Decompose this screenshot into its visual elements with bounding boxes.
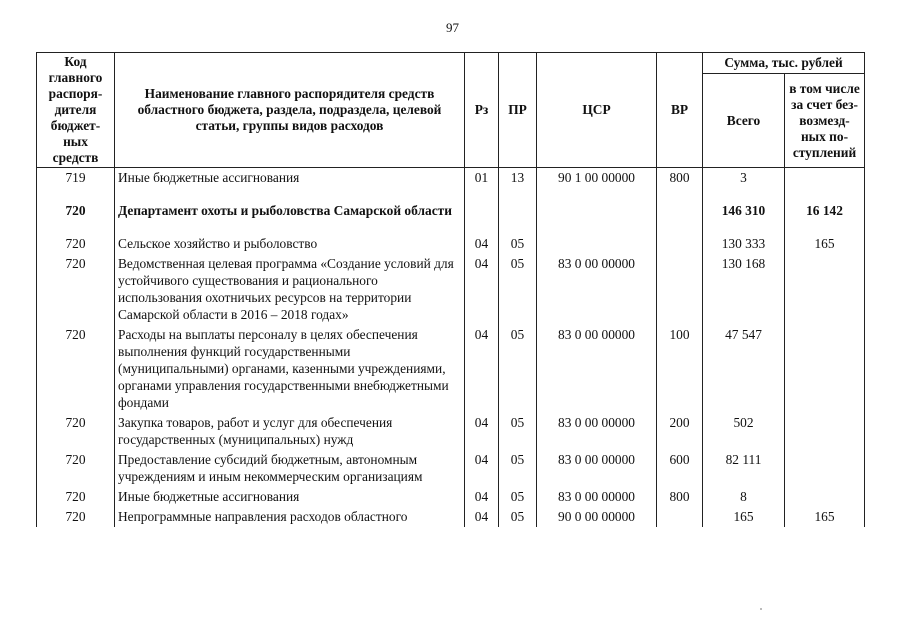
cell-code: 719: [37, 168, 115, 189]
cell-csr: 83 0 00 00000: [537, 325, 657, 413]
cell-total: 165: [703, 507, 785, 527]
cell-pr: [499, 201, 537, 221]
cell-name: Непрограммные направления расходов областного: [115, 507, 465, 527]
cell-subsidies: 165: [785, 507, 865, 527]
scan-dot: [760, 608, 762, 610]
cell-rz: 04: [465, 507, 499, 527]
cell-subsidies: [785, 413, 865, 450]
row-spacer: [37, 221, 865, 234]
cell-pr: 05: [499, 254, 537, 325]
cell-csr: 83 0 00 00000: [537, 413, 657, 450]
table-row: [37, 450, 865, 487]
cell-vr: 100: [657, 325, 703, 413]
cell-total: 82 111: [703, 450, 785, 487]
cell-subsidies: [785, 168, 865, 189]
table-row: [37, 201, 865, 221]
cell-pr: 05: [499, 450, 537, 487]
header-csr: ЦСР: [537, 53, 657, 168]
budget-table: [36, 52, 865, 527]
cell-total: 130 333: [703, 234, 785, 254]
cell-subsidies: [785, 450, 865, 487]
cell-rz: 04: [465, 254, 499, 325]
cell-rz: 04: [465, 413, 499, 450]
header-total: Всего: [703, 74, 785, 168]
cell-vr: [657, 507, 703, 527]
cell-name: Расходы на выплаты персоналу в целях обеспечения выполнения функций государственными (муниципальными) органами, казенными учреждениями, органами управления государственными внебюджетными фондами: [115, 325, 465, 413]
cell-pr: 05: [499, 507, 537, 527]
cell-pr: 05: [499, 413, 537, 450]
cell-name: Департамент охоты и рыболовства Самарской области: [115, 201, 465, 221]
cell-name: Предоставление субсидий бюджетным, автономным учреждениям и иным некоммерческим организациям: [115, 450, 465, 487]
table-row: [37, 413, 865, 450]
table-row: [37, 254, 865, 325]
header-subsidies: в том числе за счет без-возмезд-ных по-ступлений: [785, 74, 865, 168]
table-row: [37, 507, 865, 527]
cell-rz: 04: [465, 325, 499, 413]
header-sum: Сумма, тыс. рублей: [703, 53, 865, 74]
cell-vr: [657, 201, 703, 221]
cell-subsidies: 16 142: [785, 201, 865, 221]
cell-rz: 01: [465, 168, 499, 189]
cell-subsidies: 165: [785, 234, 865, 254]
cell-rz: 04: [465, 450, 499, 487]
cell-csr: 83 0 00 00000: [537, 487, 657, 507]
cell-total: 146 310: [703, 201, 785, 221]
cell-vr: [657, 234, 703, 254]
table-header: [37, 53, 865, 168]
cell-csr: 83 0 00 00000: [537, 254, 657, 325]
table-row: [37, 168, 865, 189]
cell-csr: 90 0 00 00000: [537, 507, 657, 527]
cell-name: Иные бюджетные ассигнования: [115, 168, 465, 189]
cell-vr: 600: [657, 450, 703, 487]
cell-total: 47 547: [703, 325, 785, 413]
cell-pr: 05: [499, 234, 537, 254]
cell-total: 8: [703, 487, 785, 507]
cell-csr: [537, 234, 657, 254]
header-name: Наименование главного распорядителя средств областного бюджета, раздела, подраздела, целевой статьи, группы видов расходов: [115, 53, 465, 168]
cell-code: 720: [37, 234, 115, 254]
cell-code: 720: [37, 413, 115, 450]
header-code: Код главного распоря-дителя бюджет-ных средств: [37, 53, 115, 168]
cell-total: 3: [703, 168, 785, 189]
cell-code: 720: [37, 254, 115, 325]
cell-name: Иные бюджетные ассигнования: [115, 487, 465, 507]
cell-csr: 83 0 00 00000: [537, 450, 657, 487]
cell-code: 720: [37, 201, 115, 221]
cell-pr: 05: [499, 487, 537, 507]
cell-subsidies: [785, 487, 865, 507]
cell-vr: [657, 254, 703, 325]
cell-pr: 13: [499, 168, 537, 189]
cell-subsidies: [785, 325, 865, 413]
cell-name: Ведомственная целевая программа «Создание условий для устойчивого существования и рационального использования охотничьих ресурсов на территории Самарской области в 2016 – 2018 годах»: [115, 254, 465, 325]
page-number: 97: [446, 20, 459, 35]
table-row: [37, 325, 865, 413]
cell-csr: [537, 201, 657, 221]
cell-code: 720: [37, 325, 115, 413]
cell-code: 720: [37, 450, 115, 487]
header-rz: Рз: [465, 53, 499, 168]
cell-subsidies: [785, 254, 865, 325]
header-vr: ВР: [657, 53, 703, 168]
cell-name: Сельское хозяйство и рыболовство: [115, 234, 465, 254]
table-row: [37, 487, 865, 507]
cell-vr: 200: [657, 413, 703, 450]
cell-total: 130 168: [703, 254, 785, 325]
cell-total: 502: [703, 413, 785, 450]
cell-vr: 800: [657, 168, 703, 189]
table-body: [37, 168, 865, 528]
cell-rz: 04: [465, 487, 499, 507]
table-row: [37, 234, 865, 254]
cell-rz: 04: [465, 234, 499, 254]
cell-rz: [465, 201, 499, 221]
cell-code: 720: [37, 507, 115, 527]
cell-vr: 800: [657, 487, 703, 507]
row-spacer: [37, 188, 865, 201]
header-pr: ПР: [499, 53, 537, 168]
cell-name: Закупка товаров, работ и услуг для обеспечения государственных (муниципальных) нужд: [115, 413, 465, 450]
cell-pr: 05: [499, 325, 537, 413]
cell-csr: 90 1 00 00000: [537, 168, 657, 189]
cell-code: 720: [37, 487, 115, 507]
